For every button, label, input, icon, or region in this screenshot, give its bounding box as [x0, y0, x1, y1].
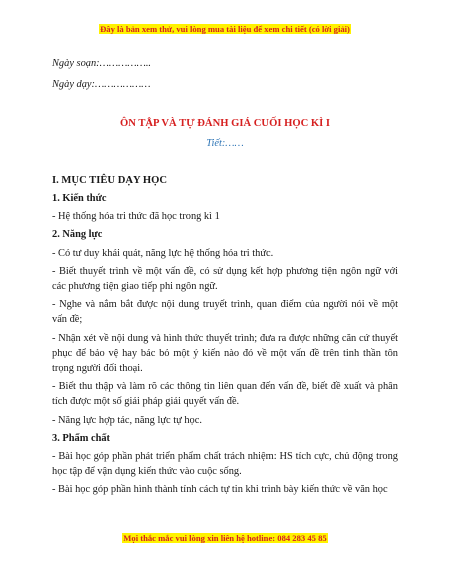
preview-notice-banner — [0, 24, 450, 34]
preview-notice-text: Đây là bản xem thử, vui lòng mua tài liệu để xem chi tiết (có lời giải) — [100, 24, 350, 34]
competence-item: - Nghe và nắm bắt được nội dung truyết trình, quan điểm của người nói về một vấn đề; — [52, 299, 398, 326]
lesson-period: Tiết:…… — [206, 137, 244, 149]
competence-item: - Biết thu thập và làm rõ các thông tin liên quan đến vấn đề, biết đề xuất và phân tích được một số giải pháp giải quyết vấn đề. — [52, 381, 398, 408]
date-prepared: Ngày soạn:…………….. — [52, 58, 152, 69]
competence-heading: 2. Năng lực — [52, 229, 103, 241]
hotline-text: Mọi thắc mắc vui lòng xin liên hệ hotline: 084 283 45 85 — [123, 533, 327, 543]
hotline-banner — [0, 533, 450, 543]
date-block — [52, 56, 398, 92]
document-body — [52, 56, 398, 498]
competence-item: - Nhận xét về nội dung và hình thức thuyết trình; đưa ra được những căn cứ thuyết phục để bảo vệ hay bác bỏ một ý kiến nào đó về một vấn đề trên tinh thần tôn trọng người đối thoại. — [52, 332, 398, 375]
quality-item: - Bài học góp phần hình thành tính cách tự tin khi trình bày kiến thức về văn học — [52, 484, 388, 496]
quality-item: - Bài học góp phần phát triển phẩm chất trách nhiệm: HS tích cực, chủ động trong học tập để vận dụng kiến thức vào cuộc sống. — [52, 451, 398, 478]
competence-item: - Năng lực hợp tác, năng lực tự học. — [52, 414, 202, 426]
date-taught: Ngày dạy:……………… — [52, 79, 151, 91]
section-heading-objectives: I. MỤC TIÊU DẠY HỌC — [52, 174, 168, 186]
quality-heading: 3. Phẩm chất — [52, 432, 111, 444]
knowledge-item: - Hệ thống hóa tri thức đã học trong kì 1 — [52, 211, 220, 223]
lesson-title: ÔN TẬP VÀ TỰ ĐÁNH GIÁ CUỐI HỌC KÌ I — [119, 118, 331, 130]
knowledge-heading: 1. Kiến thức — [52, 193, 107, 205]
competence-item: - Biết thuyết trình về một vấn đề, có sử dụng kết hợp phương tiện ngôn ngữ với các phương tiện giao tiếp phi ngôn ngữ. — [52, 265, 398, 293]
competence-item: - Có tư duy khái quát, năng lực hệ thống hóa tri thức. — [52, 247, 274, 259]
